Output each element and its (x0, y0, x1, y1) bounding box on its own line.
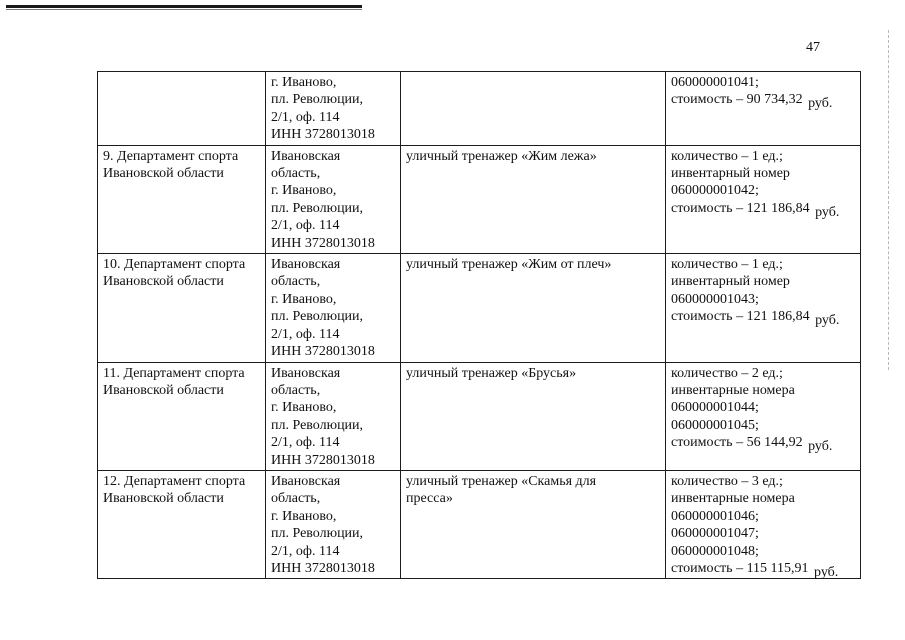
address-line: область, (271, 382, 321, 398)
address-line: Ивановская (271, 257, 341, 273)
details-line: инвентарный номер (671, 274, 790, 290)
currency-label: руб. (814, 564, 839, 580)
details-line: 060000001045; (671, 417, 759, 433)
org-line: 11. Департамент спорта (103, 365, 245, 381)
address-line: пл. Революции, (271, 417, 364, 433)
org-cell (98, 362, 266, 470)
address-line: пл. Революции, (271, 309, 364, 325)
address-cell (266, 72, 401, 146)
item-line: уличный тренажер «Брусья» (406, 365, 577, 381)
address-line: г. Иваново, (271, 400, 337, 416)
address-line: 2/1, оф. 114 (271, 109, 340, 125)
address-line: г. Иваново, (271, 183, 337, 199)
address-line: Ивановская (271, 473, 341, 489)
details-cell (666, 470, 861, 578)
address-line: пл. Революции, (271, 92, 364, 108)
address-line: ИНН 3728013018 (271, 235, 375, 251)
cost-value: стоимость – 121 186,84 (671, 309, 810, 325)
cost-value: стоимость – 90 734,32 (671, 92, 803, 108)
scan-margin-marks (888, 30, 895, 370)
details-line: количество – 3 ед.; (671, 473, 783, 489)
property-table-body (98, 72, 861, 579)
address-line: ИНН 3728013018 (271, 127, 375, 143)
address-line: Ивановская (271, 148, 341, 164)
cost-value: стоимость – 115 115,91 (671, 560, 809, 576)
address-line: пл. Революции, (271, 526, 364, 542)
address-line: Ивановская (271, 365, 341, 381)
top-rule-thin (6, 9, 362, 10)
details-cell (666, 254, 861, 362)
details-cell (666, 362, 861, 470)
item-line: уличный тренажер «Скамья для (406, 473, 597, 489)
details-line: количество – 1 ед.; (671, 148, 783, 164)
address-line: область, (271, 166, 321, 182)
item-cell (401, 72, 666, 146)
cost-line (671, 91, 856, 112)
address-line: г. Иваново, (271, 291, 337, 307)
top-rule (6, 5, 362, 8)
item-cell (401, 145, 666, 253)
address-line: г. Иваново, (271, 508, 337, 524)
property-table (97, 71, 861, 579)
cost-line (671, 434, 856, 455)
address-line: ИНН 3728013018 (271, 560, 375, 576)
table-row (98, 470, 861, 578)
address-line: 2/1, оф. 114 (271, 543, 340, 559)
address-line: ИНН 3728013018 (271, 344, 375, 360)
address-cell (266, 362, 401, 470)
details-line: инвентарные номера (671, 382, 795, 398)
org-line: Ивановской области (103, 382, 224, 398)
cost-line (671, 308, 856, 329)
item-line: пресса» (406, 491, 453, 507)
item-line: уличный тренажер «Жим от плеч» (406, 257, 612, 273)
address-line: пл. Революции, (271, 200, 364, 216)
org-line: Ивановской области (103, 491, 224, 507)
cost-value: стоимость – 121 186,84 (671, 200, 810, 216)
org-line: Ивановской области (103, 166, 224, 182)
address-line: область, (271, 491, 321, 507)
table-row (98, 145, 861, 253)
details-line: 060000001046; (671, 508, 759, 524)
address-cell (266, 470, 401, 578)
org-cell (98, 470, 266, 578)
details-line: 060000001048; (671, 543, 759, 559)
address-line: г. Иваново, (271, 75, 337, 90)
address-cell (266, 254, 401, 362)
org-line: 12. Департамент спорта (103, 473, 246, 489)
address-line: 2/1, оф. 114 (271, 218, 340, 234)
org-cell (98, 72, 266, 146)
details-line: 060000001042; (671, 183, 759, 199)
org-cell (98, 145, 266, 253)
details-line: количество – 2 ед.; (671, 365, 783, 381)
currency-label: руб. (815, 204, 840, 220)
currency-label: руб. (815, 313, 840, 329)
details-cell (666, 72, 861, 146)
item-cell (401, 254, 666, 362)
item-cell (401, 470, 666, 578)
org-cell (98, 254, 266, 362)
cost-line (671, 200, 856, 220)
details-cell (666, 145, 861, 253)
table-row (98, 72, 861, 146)
org-line: 10. Департамент спорта (103, 257, 246, 273)
address-cell (266, 145, 401, 253)
item-cell (401, 362, 666, 470)
table-row (98, 254, 861, 362)
page-number: 47 (806, 40, 820, 55)
address-line: ИНН 3728013018 (271, 452, 375, 468)
details-line: инвентарные номера (671, 491, 795, 507)
address-line: 2/1, оф. 114 (271, 326, 340, 342)
currency-label: руб. (808, 96, 833, 112)
org-line: Ивановской области (103, 274, 224, 290)
item-line: уличный тренажер «Жим лежа» (406, 148, 597, 164)
org-line: 9. Департамент спорта (103, 148, 239, 164)
details-line: 060000001047; (671, 526, 759, 542)
address-line: область, (271, 274, 321, 290)
address-line: 2/1, оф. 114 (271, 435, 340, 451)
details-line: инвентарный номер (671, 166, 790, 182)
details-line: 060000001041; (671, 75, 759, 90)
details-line: 060000001043; (671, 291, 759, 307)
details-line: 060000001044; (671, 400, 759, 416)
table-row (98, 362, 861, 470)
cost-value: стоимость – 56 144,92 (671, 435, 803, 451)
cost-line (671, 560, 856, 580)
currency-label: руб. (808, 439, 833, 455)
details-line: количество – 1 ед.; (671, 257, 783, 273)
